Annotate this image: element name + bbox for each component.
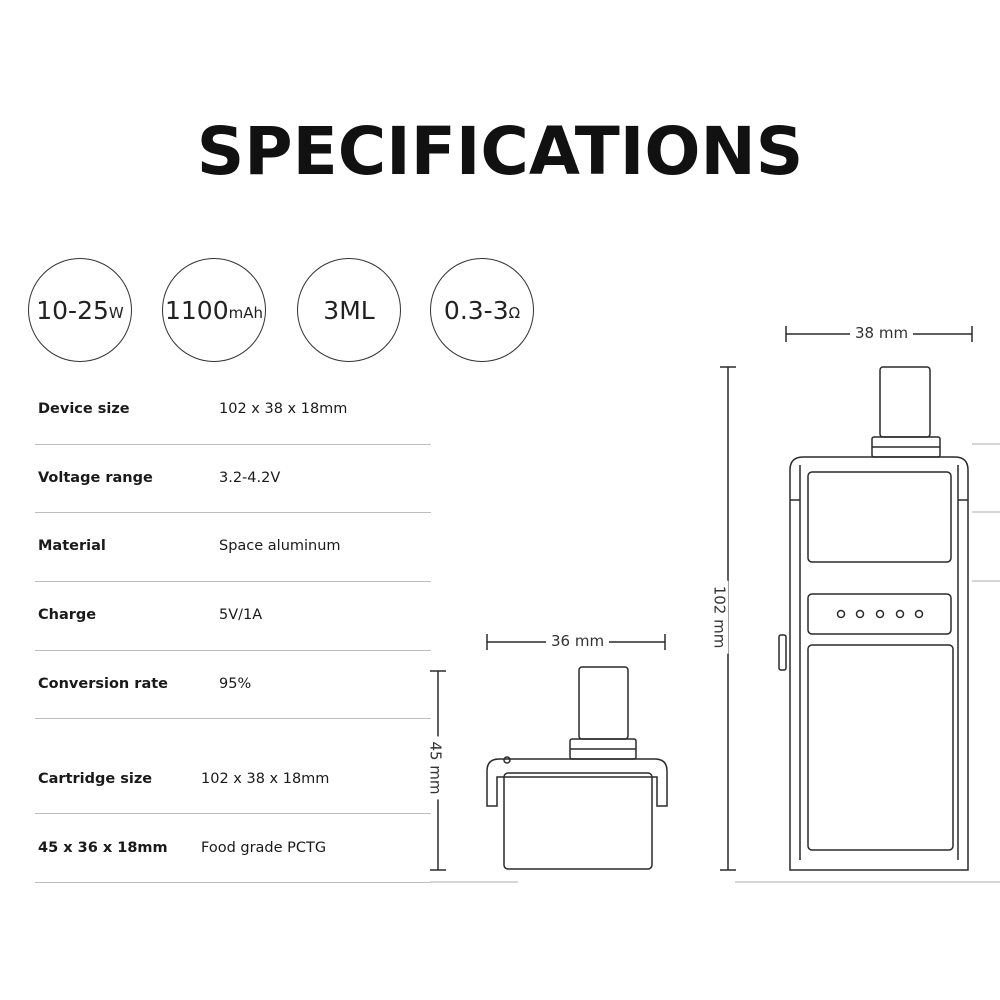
led-indicator xyxy=(916,611,923,618)
battery-unit: mAh xyxy=(228,304,263,322)
device-body xyxy=(779,457,968,870)
spec-label: Cartridge size xyxy=(38,771,153,787)
led-indicator xyxy=(897,611,904,618)
capacity-value: 3ML xyxy=(323,295,375,325)
cartridge-width-label: 36 mm xyxy=(546,632,609,650)
device-side-button xyxy=(779,635,786,670)
cartridge-mouthpiece xyxy=(570,667,636,759)
device-led-panel xyxy=(808,594,951,634)
spec-value: 95% xyxy=(219,676,252,692)
spec-value: 3.2-4.2V xyxy=(219,470,281,486)
device-front-panel xyxy=(808,645,953,850)
resistance-value: 0.3-3 xyxy=(443,295,509,325)
device-height-label: 102 mm xyxy=(710,581,728,654)
cartridge-body xyxy=(487,757,667,869)
spec-label: Material xyxy=(38,538,106,554)
led-indicator xyxy=(857,611,864,618)
spec-value: 102 x 38 x 18mm xyxy=(201,771,330,787)
power-unit: W xyxy=(108,304,124,322)
battery-value: 1100 xyxy=(164,295,229,325)
led-indicator xyxy=(877,611,884,618)
power-value: 10-25 xyxy=(36,295,109,325)
device-pod-window xyxy=(808,472,951,562)
spec-label: Conversion rate xyxy=(38,676,168,692)
spec-label: Voltage range xyxy=(38,470,153,486)
page-title: SPECIFICATIONS xyxy=(196,113,804,190)
spec-label: Device size xyxy=(38,401,130,417)
spec-value: Food grade PCTG xyxy=(201,840,327,856)
spec-value: 5V/1A xyxy=(219,607,263,623)
resistance-unit: Ω xyxy=(508,304,521,322)
spec-label: 45 x 36 x 18mm xyxy=(38,840,168,856)
spec-label: Charge xyxy=(38,607,97,623)
spec-value: Space aluminum xyxy=(219,538,341,554)
led-indicator xyxy=(838,611,845,618)
cartridge-height-label: 45 mm xyxy=(427,736,445,799)
device-mouthpiece xyxy=(872,367,940,457)
spec-value: 102 x 38 x 18mm xyxy=(219,401,348,417)
device-width-label: 38 mm xyxy=(850,324,913,342)
